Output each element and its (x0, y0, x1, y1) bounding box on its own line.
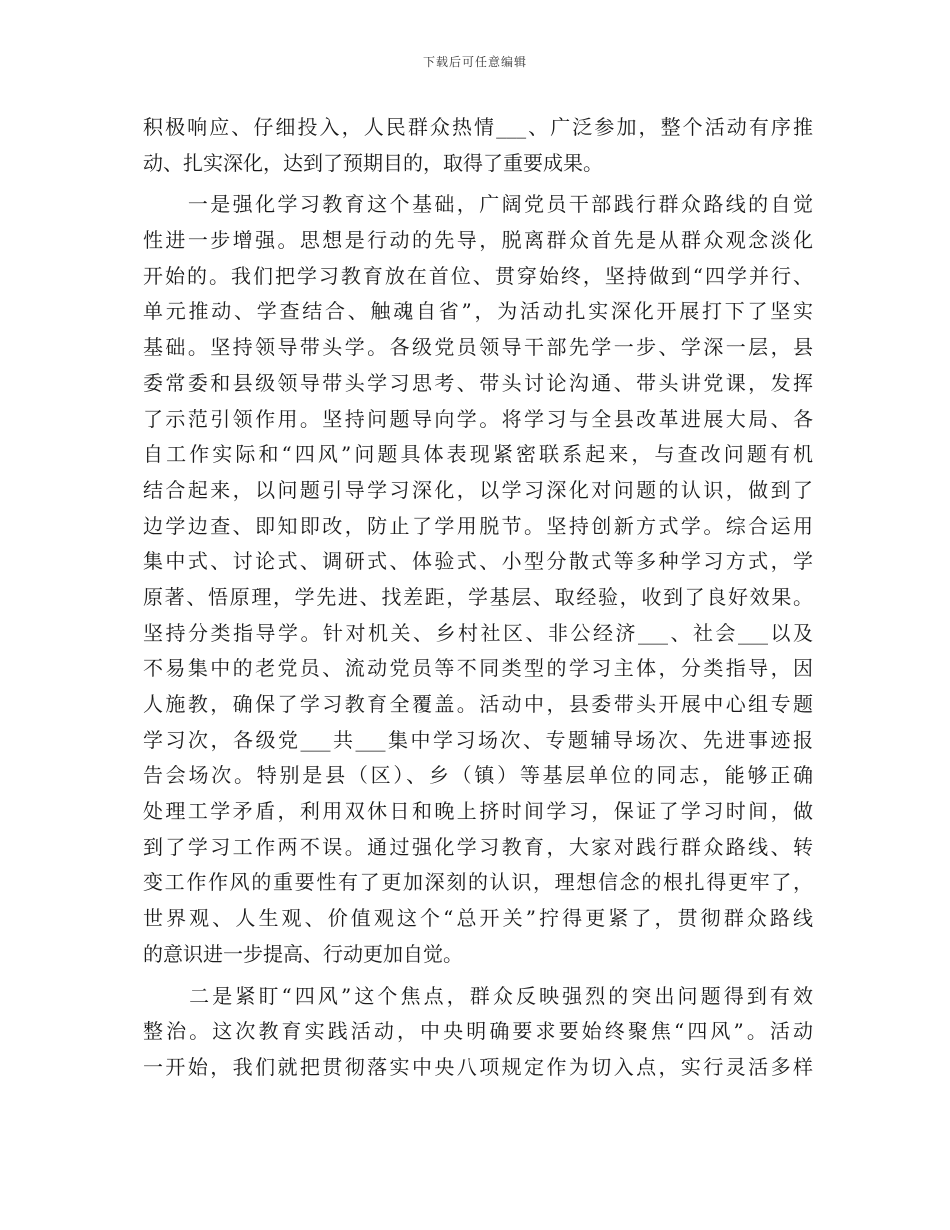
text-line: 集中式、讨论式、调研式、体验式、小型分散式等多种学习方式，学 (143, 549, 813, 574)
text-line: 到了学习工作两不误。通过强化学习教育，大家对践行群众路线、转 (143, 834, 813, 859)
text-line: 的意识进一步提高、行动更加自觉。 (143, 941, 463, 966)
text-line: 整治。这次教育实践活动，中央明确要求要始终聚焦“四风”。活动 (143, 1019, 813, 1044)
document-body (143, 110, 813, 1086)
text-line: 原著、悟原理，学先进、找差距，学基层、取经验，收到了良好效果。 (143, 584, 813, 609)
text-line: 变工作作风的重要性有了更加深刻的认识，理想信念的根扎得更牢了， (143, 870, 813, 895)
text-line: 二是紧盯“四风”这个焦点，群众反映强烈的突出问题得到有效 (143, 983, 813, 1008)
text-line: 坚持分类指导学。针对机关、乡村社区、非公经济___、社会___以及 (143, 620, 813, 645)
text-line: 一是强化学习教育这个基础，广阔党员干部践行群众路线的自觉 (143, 192, 813, 217)
text-line: 人施教，确保了学习教育全覆盖。活动中，县委带头开展中心组专题 (143, 692, 813, 716)
text-line: 一开始，我们就把贯彻落实中央八项规定作为切入点，实行灵活多样 (143, 1054, 813, 1079)
text-line: 性进一步增强。思想是行动的先导，脱离群众首先是从群众观念淡化 (143, 228, 813, 253)
text-line: 积极响应、仔细投入，人民群众热情___、广泛参加，整个活动有序推 (143, 115, 813, 139)
text-line: 告会场次。特别是县（区）、乡（镇）等基层单位的同志，能够正确 (143, 763, 813, 788)
text-line: 了示范引领作用。坚持问题导向学。将学习与全县改革进展大局、各 (143, 406, 813, 431)
text-line: 单元推动、学查结合、触魂自省”，为活动扎实深化开展打下了坚实 (143, 299, 813, 324)
text-line: 基础。坚持领导带头学。各级党员领导干部先学一步、学深一层，县 (143, 335, 813, 360)
text-line: 开始的。我们把学习教育放在首位、贯穿始终，坚持做到“四学并行、 (143, 263, 813, 288)
text-line: 不易集中的老党员、流动党员等不同类型的学习主体，分类指导，因 (143, 656, 813, 681)
text-line: 处理工学矛盾，利用双休日和晚上挤时间学习，保证了学习时间，做 (143, 799, 813, 824)
text-line: 边学边查、即知即改，防止了学用脱节。坚持创新方式学。综合运用 (143, 513, 813, 538)
text-line: 动、扎实深化，达到了预期目的，取得了重要成果。 (143, 150, 603, 175)
page-header: 下载后可任意编辑 (422, 55, 527, 69)
text-line: 结合起来，以问题引导学习深化，以学习深化对问题的认识，做到了 (143, 477, 813, 502)
text-line: 世界观、人生观、价值观这个“总开关”拧得更紧了，贯彻群众路线 (143, 906, 813, 931)
text-line: 委常委和县级领导带头学习思考、带头讨论沟通、带头讲党课，发挥 (143, 370, 813, 395)
text-line: 自工作实际和“四风”问题具体表现紧密联系起来，与查改问题有机 (143, 442, 813, 467)
text-line: 学习次，各级党___共___集中学习场次、专题辅导场次、先进事迹报 (143, 727, 813, 752)
